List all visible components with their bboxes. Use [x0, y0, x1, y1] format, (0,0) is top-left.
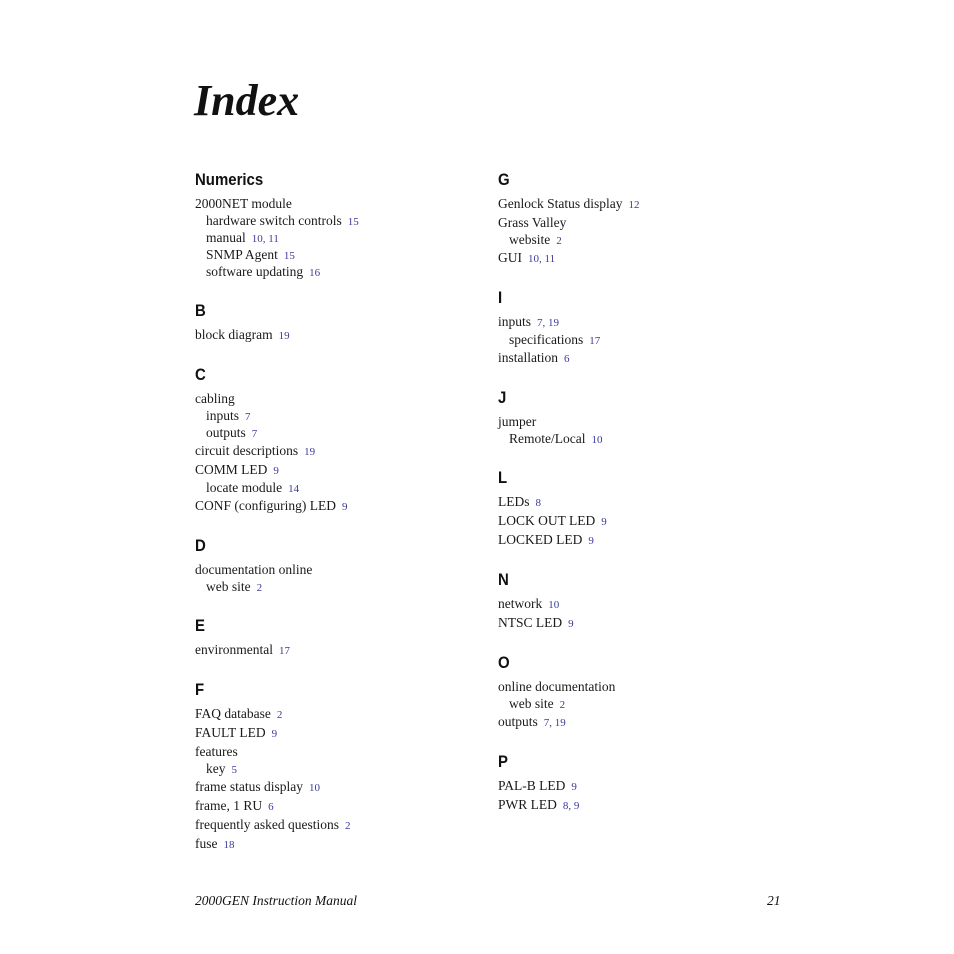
index-entry [498, 493, 798, 512]
section-letter: J [498, 388, 507, 407]
index-entry [195, 497, 495, 516]
page-link[interactable]: 19 [554, 717, 566, 729]
index-entry [498, 777, 798, 796]
index-entry [195, 641, 495, 660]
footer-page-number: 21 [767, 893, 781, 908]
page-link[interactable]: 7 [251, 428, 258, 440]
page-references [342, 501, 348, 513]
page-references [279, 330, 290, 342]
index-section [195, 297, 495, 345]
page-link[interactable]: 10 [591, 434, 603, 446]
index-subentry [195, 247, 495, 264]
page-references: 8, 9 [562, 800, 580, 812]
index-section [195, 166, 495, 281]
page-references [309, 267, 320, 279]
index-subentry [195, 480, 495, 497]
index-entry [498, 413, 798, 431]
index-subentry [195, 761, 495, 778]
index-section [195, 361, 495, 516]
page-link[interactable]: 2 [344, 820, 351, 832]
subentry-term: web site [206, 579, 251, 594]
page-references: 10, 11 [251, 233, 279, 245]
page-references [601, 516, 607, 528]
section-letter: Numerics [195, 170, 264, 189]
index-section [498, 284, 798, 368]
section-letter: E [195, 616, 205, 635]
index-section [195, 532, 495, 596]
index-entry [195, 561, 495, 579]
entry-term: frequently asked questions [195, 817, 339, 832]
index-entry [498, 796, 798, 815]
index-subentry [195, 213, 495, 230]
subentry-term: website [509, 232, 551, 247]
page-link[interactable]: 2 [256, 582, 263, 594]
section-letter: L [498, 468, 508, 487]
subentry-term: hardware switch controls [206, 213, 342, 228]
index-entry [498, 678, 798, 696]
subentry-term: web site [509, 696, 554, 711]
page-references [309, 782, 320, 794]
page-references [273, 465, 279, 477]
index-section [498, 166, 798, 268]
index-entry [498, 349, 798, 368]
page-link[interactable]: 9 [271, 728, 278, 740]
page-references [268, 801, 274, 813]
entry-term: FAQ database [195, 706, 271, 721]
entry-term: cabling [195, 391, 235, 406]
page-link[interactable]: 14 [288, 483, 300, 495]
page-link[interactable]: 2 [276, 709, 283, 721]
page-link[interactable]: 9 [571, 781, 577, 793]
subentry-term: manual [206, 230, 246, 245]
page-references [564, 353, 570, 365]
page-link[interactable]: 9 [588, 535, 594, 547]
index-section [498, 649, 798, 732]
index-entry [195, 326, 495, 345]
subentry-term: software updating [206, 264, 304, 279]
entry-term: LOCKED LED [498, 532, 583, 547]
page-references [571, 781, 577, 793]
index-entry [195, 461, 495, 480]
entry-term: PAL-B LED [498, 778, 566, 793]
section-letter: B [195, 301, 206, 320]
entry-term: Grass Valley [498, 215, 567, 230]
entry-term: network [498, 596, 543, 611]
entry-term: circuit descriptions [195, 443, 299, 458]
page-references: 10, 11 [528, 253, 556, 265]
entry-term: fuse [195, 836, 218, 851]
index-subentry [498, 696, 798, 713]
index-subentry [498, 332, 798, 349]
page-link[interactable]: 7 [245, 411, 251, 423]
entry-term: PWR LED [498, 797, 557, 812]
index-subentry [195, 579, 495, 596]
entry-term: block diagram [195, 327, 273, 342]
page-references [245, 411, 251, 423]
index-section [498, 384, 798, 448]
index-subentry [195, 264, 495, 281]
page-references: 7, 19 [537, 317, 560, 329]
subentry-term: outputs [206, 425, 246, 440]
page-references [589, 335, 600, 347]
entry-term: LEDs [498, 494, 530, 509]
entry-term: frame status display [195, 779, 303, 794]
entry-term: Genlock Status display [498, 196, 623, 211]
index-entry [195, 390, 495, 408]
index-entry [498, 614, 798, 633]
section-letter: C [195, 365, 206, 384]
index-entry [498, 249, 798, 268]
subentry-term: inputs [206, 408, 240, 423]
page-link[interactable]: 10 [528, 253, 539, 265]
page-link[interactable]: 19 [548, 317, 560, 329]
page-link[interactable]: 5 [231, 764, 237, 776]
page-references [556, 235, 562, 247]
page-references [629, 199, 640, 211]
index-column-right [498, 166, 798, 831]
page-link[interactable]: 15 [283, 250, 295, 262]
entry-term: environmental [195, 642, 273, 657]
page-link[interactable]: 9 [568, 618, 574, 630]
page-references: 7, 19 [543, 717, 566, 729]
index-entry [195, 797, 495, 816]
page-link[interactable]: 19 [278, 330, 290, 342]
index-section [498, 464, 798, 550]
page-references [591, 434, 602, 446]
page-link[interactable]: 11 [268, 233, 279, 245]
index-entry [195, 816, 495, 835]
index-subentry [195, 425, 495, 442]
subentry-term: Remote/Local [509, 431, 586, 446]
index-entry [195, 724, 495, 743]
page-link[interactable]: 2 [556, 235, 562, 247]
page-references [252, 428, 258, 440]
page-link[interactable]: 9 [601, 516, 607, 528]
index-entry [195, 743, 495, 761]
page-link[interactable]: 12 [628, 199, 640, 211]
page-references [224, 839, 235, 851]
subentry-term: SNMP Agent [206, 247, 278, 262]
page-title: Index [194, 76, 300, 125]
index-section [498, 748, 798, 815]
page-link[interactable]: 9 [573, 800, 580, 812]
page-references [548, 599, 559, 611]
index-subentry [498, 431, 798, 448]
page-references [304, 446, 315, 458]
index-subentry [498, 232, 798, 249]
index-entry [498, 512, 798, 531]
section-letter: P [498, 752, 508, 771]
page-references [345, 820, 351, 832]
entry-term: inputs [498, 314, 532, 329]
index-entry [498, 713, 798, 732]
page-link[interactable]: 17 [278, 645, 290, 657]
page-link[interactable]: 7 [543, 717, 550, 729]
page-references [232, 764, 238, 776]
entry-term: installation [498, 350, 558, 365]
page-references [277, 709, 283, 721]
page-references [560, 699, 566, 711]
subentry-term: locate module [206, 480, 283, 495]
index-entry [498, 595, 798, 614]
page-references [288, 483, 299, 495]
page-link[interactable]: 7 [537, 317, 543, 329]
entry-term: online documentation [498, 679, 616, 694]
entry-term: COMM LED [195, 462, 268, 477]
subentry-term: specifications [509, 332, 584, 347]
entry-term: features [195, 744, 238, 759]
section-letter: F [195, 680, 205, 699]
index-section [195, 676, 495, 854]
index-entry [498, 214, 798, 232]
page-references [272, 728, 278, 740]
page-link[interactable]: 10 [548, 599, 560, 611]
index-entry [195, 835, 495, 854]
entry-term: LOCK OUT LED [498, 513, 596, 528]
page-references [348, 216, 359, 228]
page-references [588, 535, 594, 547]
page-link[interactable]: 17 [589, 335, 601, 347]
index-entry [498, 531, 798, 550]
page-link[interactable]: 8 [562, 800, 569, 812]
page-references [536, 497, 542, 509]
page-link[interactable]: 9 [341, 501, 348, 513]
page-link[interactable]: 19 [304, 446, 316, 458]
section-letter: I [498, 288, 503, 307]
entry-term: jumper [498, 414, 537, 429]
index-entry [195, 778, 495, 797]
index-entry [195, 442, 495, 461]
page-link[interactable]: 2 [559, 699, 566, 711]
entry-term: CONF (configuring) LED [195, 498, 336, 513]
section-letter: G [498, 170, 510, 189]
page-references [279, 645, 290, 657]
entry-term: frame, 1 RU [195, 798, 263, 813]
page-link[interactable]: 6 [268, 801, 274, 813]
entry-term: 2000NET module [195, 196, 292, 211]
page-link[interactable]: 18 [223, 839, 235, 851]
page-link[interactable]: 10 [308, 782, 320, 794]
entry-term: GUI [498, 250, 522, 265]
page-references [257, 582, 263, 594]
footer-manual-title: 2000GEN Instruction Manual [195, 893, 357, 908]
page-link[interactable]: 8 [535, 497, 541, 509]
section-letter: O [498, 653, 510, 672]
page-link[interactable]: 9 [273, 465, 279, 477]
entry-term: outputs [498, 714, 538, 729]
entry-term: NTSC LED [498, 615, 563, 630]
page-link[interactable]: 10 [251, 233, 263, 245]
index-section [498, 566, 798, 633]
index-entry [195, 705, 495, 724]
entry-term: FAULT LED [195, 725, 266, 740]
page-link[interactable]: 11 [544, 253, 556, 265]
index-section [195, 612, 495, 660]
index-entry [498, 195, 798, 214]
section-letter: D [195, 536, 206, 555]
index-subentry [195, 230, 495, 247]
index-subentry [195, 408, 495, 425]
index-column-left [195, 166, 495, 870]
index-entry [498, 313, 798, 332]
page-link[interactable]: 6 [564, 353, 570, 365]
page-references [284, 250, 295, 262]
page-link[interactable]: 15 [347, 216, 359, 228]
page-references [568, 618, 574, 630]
index-entry [195, 195, 495, 213]
entry-term: documentation online [195, 562, 313, 577]
page-link[interactable]: 16 [309, 267, 321, 279]
section-letter: N [498, 570, 509, 589]
subentry-term: key [206, 761, 226, 776]
